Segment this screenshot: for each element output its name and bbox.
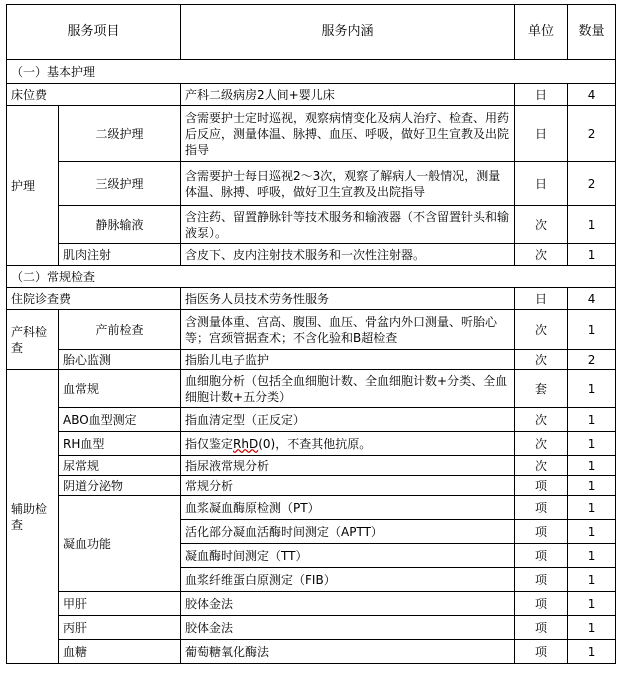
row-qty: 1 <box>568 206 616 244</box>
row-item: 三级护理 <box>59 162 181 206</box>
group-obstetric: 产科检查 <box>7 310 59 370</box>
table-row <box>7 310 616 350</box>
row-item: 血糖 <box>59 640 181 664</box>
table-row <box>7 350 616 370</box>
group-nursing: 护理 <box>7 106 59 266</box>
row-unit: 项 <box>515 592 568 616</box>
row-content: 指医务人员技术劳务性服务 <box>181 288 515 310</box>
section-row <box>7 266 616 288</box>
row-content: 凝血酶时间测定（TT） <box>181 544 515 568</box>
row-qty: 1 <box>568 640 616 664</box>
row-unit: 项 <box>515 568 568 592</box>
group-coag: 凝血功能 <box>59 496 181 592</box>
row-qty: 2 <box>568 162 616 206</box>
row-qty: 1 <box>568 520 616 544</box>
row-qty: 1 <box>568 408 616 432</box>
row-unit: 次 <box>515 310 568 350</box>
row-content <box>181 432 515 456</box>
row-content: 常规分析 <box>181 476 515 496</box>
row-content: 血浆纤维蛋白原测定（FIB） <box>181 568 515 592</box>
service-table <box>6 4 616 664</box>
row-unit: 次 <box>515 408 568 432</box>
row-item: 产前检查 <box>59 310 181 350</box>
row-qty: 1 <box>568 370 616 408</box>
row-content: 血细胞分析（包括全血细胞计数、全血细胞计数+分类、全血细胞计数+五分类） <box>181 370 515 408</box>
row-item: 血常规 <box>59 370 181 408</box>
rh-rhd-text: RhD <box>233 436 259 451</box>
row-unit: 项 <box>515 520 568 544</box>
row-unit: 日 <box>515 106 568 162</box>
row-item: ABO血型测定 <box>59 408 181 432</box>
section-row <box>7 60 616 84</box>
row-unit: 项 <box>515 476 568 496</box>
table-row <box>7 592 616 616</box>
row-qty: 4 <box>568 84 616 106</box>
table-row <box>7 640 616 664</box>
row-unit: 次 <box>515 206 568 244</box>
table-row <box>7 476 616 496</box>
row-qty: 1 <box>568 432 616 456</box>
row-unit: 日 <box>515 84 568 106</box>
row-qty: 1 <box>568 616 616 640</box>
row-content: 含测量体重、宫高、腹围、血压、骨盆内外口测量、听胎心等；宫颈管据查术；不含化验和B超检查 <box>181 310 515 350</box>
row-content: 含皮下、皮内注射技术服务和一次性注射器。 <box>181 244 515 266</box>
table-row <box>7 370 616 408</box>
row-content: 葡萄糖氧化酶法 <box>181 640 515 664</box>
group-aux: 辅助检查 <box>7 370 59 664</box>
table-row <box>7 206 616 244</box>
row-qty: 1 <box>568 476 616 496</box>
row-item: 丙肝 <box>59 616 181 640</box>
row-unit: 日 <box>515 162 568 206</box>
row-content: 产科二级病房2人间+婴儿床 <box>181 84 515 106</box>
row-content: 胶体金法 <box>181 616 515 640</box>
row-unit: 次 <box>515 350 568 370</box>
header-content: 服务内涵 <box>181 5 515 60</box>
row-content: 含需要护士定时巡视，观察病情变化及病人治疗、检查、用药后反应，测量体温、脉搏、血压、呼吸，做好卫生宣教及出院指导 <box>181 106 515 162</box>
row-item: 胎心监测 <box>59 350 181 370</box>
row-item: 住院诊查费 <box>7 288 181 310</box>
table-row <box>7 408 616 432</box>
table-row <box>7 84 616 106</box>
table-row <box>7 496 616 520</box>
row-content: 胶体金法 <box>181 592 515 616</box>
row-item: RH血型 <box>59 432 181 456</box>
row-item: 肌肉注射 <box>59 244 181 266</box>
row-item: 甲肝 <box>59 592 181 616</box>
header-unit: 单位 <box>515 5 568 60</box>
row-unit: 日 <box>515 288 568 310</box>
table-row <box>7 432 616 456</box>
row-content: 含注药、留置静脉针等技术服务和输液器（不含留置针头和输液泵）。 <box>181 206 515 244</box>
row-qty: 1 <box>568 544 616 568</box>
row-item: 床位费 <box>7 84 181 106</box>
row-unit: 次 <box>515 244 568 266</box>
row-content: 指尿液常规分析 <box>181 456 515 476</box>
row-qty: 1 <box>568 310 616 350</box>
row-item: 二级护理 <box>59 106 181 162</box>
section-routine: （二）常规检查 <box>7 266 515 288</box>
header-item: 服务项目 <box>7 5 181 60</box>
row-unit: 套 <box>515 370 568 408</box>
row-qty: 1 <box>568 496 616 520</box>
table-row <box>7 244 616 266</box>
row-qty: 4 <box>568 288 616 310</box>
row-content: 血浆凝血酶原检测（PT） <box>181 496 515 520</box>
table-row <box>7 288 616 310</box>
row-content: 指胎儿电子监护 <box>181 350 515 370</box>
row-unit: 次 <box>515 456 568 476</box>
row-item: 静脉输液 <box>59 206 181 244</box>
row-unit: 次 <box>515 432 568 456</box>
row-unit: 项 <box>515 640 568 664</box>
row-item: 尿常规 <box>59 456 181 476</box>
table-row <box>7 106 616 162</box>
row-unit: 项 <box>515 496 568 520</box>
rh-content-b: (0)，不查其他抗原。 <box>258 436 372 451</box>
row-content: 指血清定型（正反定） <box>181 408 515 432</box>
row-content: 活化部分凝血活酶时间测定（APTT） <box>181 520 515 544</box>
row-content: 含需要护士每日巡视2～3次，观察了解病人一般情况，测量体温、脉搏、呼吸，做好卫生宣教及出院指导 <box>181 162 515 206</box>
row-qty: 2 <box>568 350 616 370</box>
row-qty: 2 <box>568 106 616 162</box>
header-row <box>7 5 616 60</box>
table-row <box>7 162 616 206</box>
row-qty: 1 <box>568 568 616 592</box>
row-item: 阴道分泌物 <box>59 476 181 496</box>
table-row <box>7 616 616 640</box>
row-unit: 项 <box>515 616 568 640</box>
row-unit: 项 <box>515 544 568 568</box>
rh-content-a: 指仅鉴定 <box>185 436 234 451</box>
row-qty: 1 <box>568 592 616 616</box>
row-qty: 1 <box>568 456 616 476</box>
table-row <box>7 456 616 476</box>
row-qty: 1 <box>568 244 616 266</box>
section-basic: （一）基本护理 <box>7 60 515 84</box>
header-qty: 数量 <box>568 5 616 60</box>
